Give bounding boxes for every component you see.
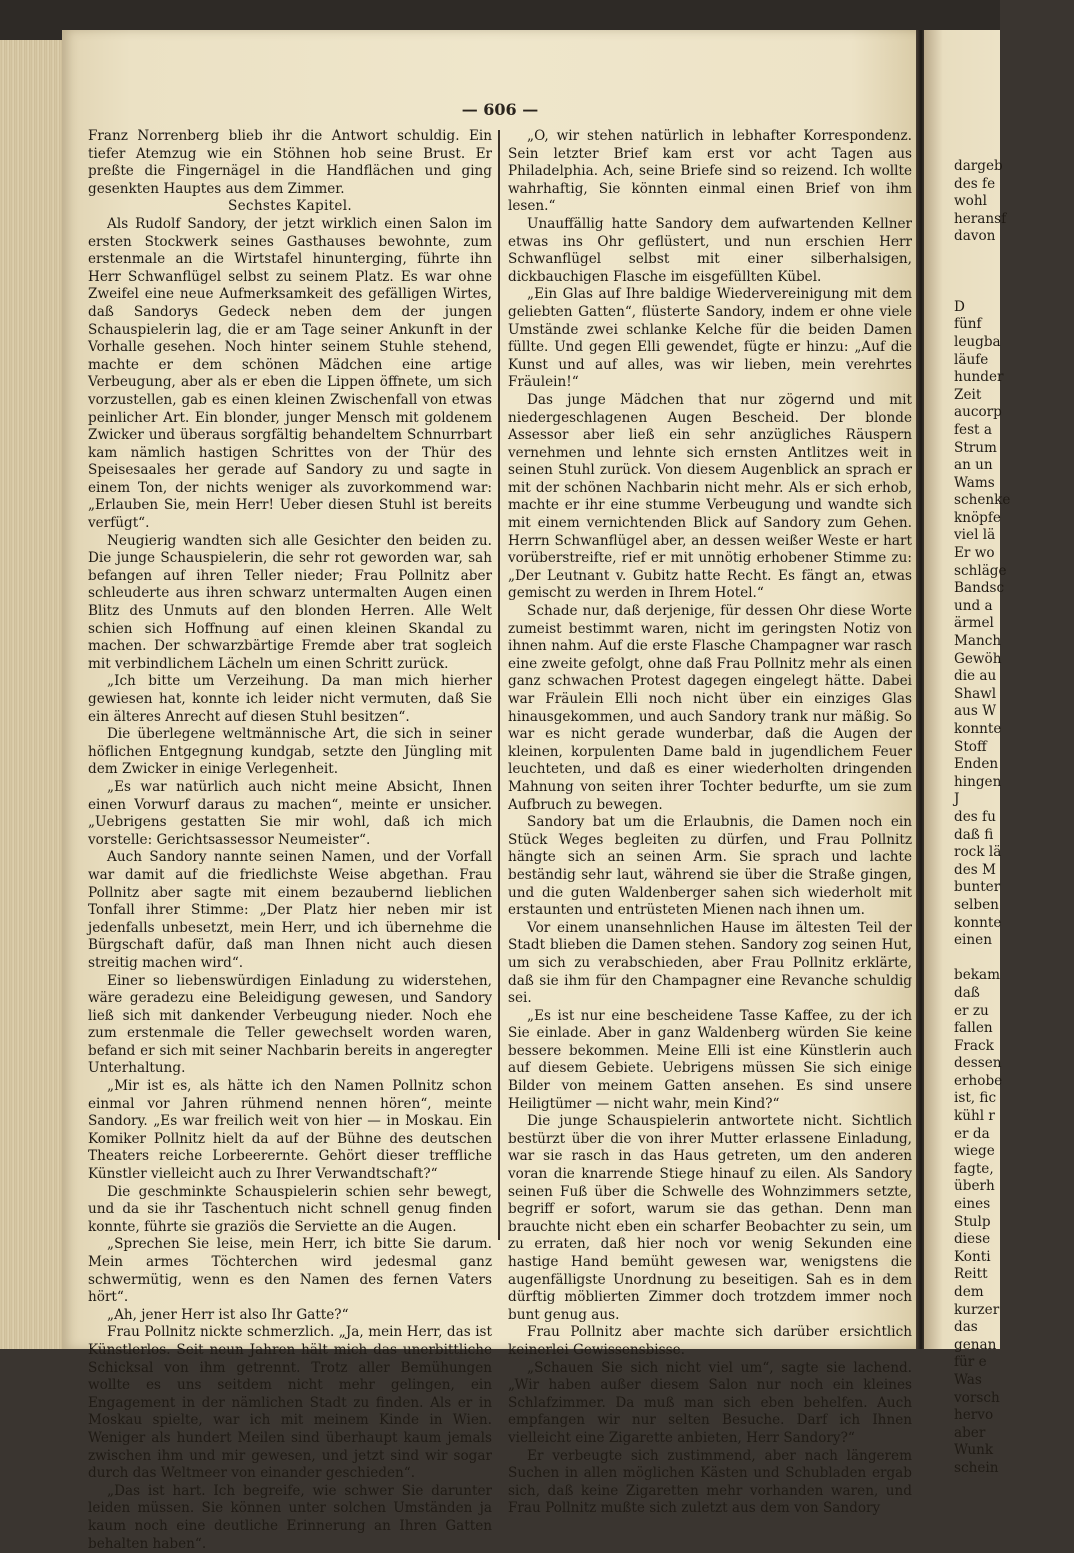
next-page-line [954, 264, 1074, 282]
next-page-line [954, 950, 1074, 968]
next-page-line: kühl r [954, 1108, 995, 1125]
paragraph: Unauffällig hatte Sandory dem aufwartenden Kellner etwas ins Ohr geflüstert, und nun erschien Herr Schwanflügel selbst mit einer silberhalsigen, dickbauchigen Flasche im eisgefüllten Kübel. [508, 215, 912, 285]
next-page-line: Enden [954, 756, 999, 773]
right-text-column [508, 128, 912, 1517]
next-page-line: bunter [954, 879, 1001, 896]
paragraph: Sandory bat um die Erlaubnis, die Damen noch ein Stück Weges begleiten zu dürfen, und Frau Pollnitz hängte sich an seinen Arm. Sie sprach und lachte beständig sehr laut, während sie über die Straße gingen, und die guten Waldenberger sahen sich wiederholt mit erstaunten und entrüsteten Mienen nach ihnen um. [508, 814, 912, 919]
next-page-line: aber [954, 1424, 986, 1441]
next-page-line: aucorp [954, 404, 1002, 421]
next-page-line: einen [954, 932, 992, 949]
next-page-line: D [954, 298, 965, 315]
paragraph: Neugierig wandten sich alle Gesichter den beiden zu. Die junge Schauspielerin, die sehr rot geworden war, sah befangen auf ihren Teller nieder; Frau Pollnitz aber schleuderte aus ihren schwarz untermalten Augen einen Blitz des Unmuts auf den blonden Herren. Alle Welt schien sich Hoffnung auf einen kleinen Skandal zu machen. Der schwarzbärtige Fremde aber trat sogleich mit verbindlichem Lächeln um einen Schritt zurück. [88, 532, 492, 672]
next-page-line: konnte [954, 721, 1002, 737]
next-page-line: Stulp [954, 1213, 991, 1230]
paragraph: „Ein Glas auf Ihre baldige Wiedervereinigung mit dem geliebten Gatten“, flüsterte Sandory, indem er ohne viele Umstände zwei schlanke Kelche für die beiden Damen füllte. Und gegen Elli gewendet, fügte er hinzu: „Auf die Kunst und auf alles, was wir lieben, mein verehrtes Fräulein!“ [508, 286, 912, 391]
next-page-text [954, 158, 1074, 1478]
next-page-line: eines [954, 1196, 991, 1213]
paragraph: „Mir ist es, als hätte ich den Namen Pollnitz schon einmal vor Jahren rühmend nennen hören“, meinte Sandory. „Es war freilich weit von hier — in Moskau. Ein Komiker Pollnitz hielt da auf der Bühne des deutschen Theaters reiche Lorbeerernte. Gehört dieser treffliche Künstler vielleicht auch zu Ihrer Verwandtschaft?“ [88, 1078, 492, 1183]
paragraph: Franz Norrenberg blieb ihr die Antwort schuldig. Ein tiefer Atemzug wie ein Stöhnen hob seine Brust. Er preßte die Fingernägel in die Handflächen und ging gesenkten Hauptes aus dem Zimmer. [88, 128, 492, 197]
paragraph: „Das ist hart. Ich begreife, wie schwer Sie darunter leiden müssen. Sie können unter solchen Umständen ja kaum noch eine deutliche Erinnerung an Ihren Gatten behalten haben“. [88, 1482, 492, 1552]
paragraph: „Es ist nur eine bescheidene Tasse Kaffee, zu der ich Sie einlade. Aber in ganz Waldenberg würden Sie keine bessere bekommen. Meine Elli ist eine Künstlerin auch auf diesem Gebiete. Uebrigens müssen Sie sich einige Bilder von meinem Gatten ansehen. Es sind unsere Heiligtümer — nicht wahr, mein Kind?“ [508, 1007, 912, 1112]
next-page-line: daß [954, 984, 980, 1001]
next-page-line: hingen [954, 773, 1002, 790]
paragraph: Auch Sandory nannte seinen Namen, und der Vorfall war damit auf die friedlichste Weise abgethan. Frau Pollnitz aber sagte mit einem bezaubernd lieblichen Tonfall ihrer Stimme: „Der Platz hier neben mir ist jedenfalls unbesetzt, mein Herr, und ich übernehme die Bürgschaft dafür, daß man Ihnen nicht auch diesen streitig machen wird“. [88, 849, 492, 971]
next-page-line: viel lä [954, 527, 996, 544]
paragraph: „Ich bitte um Verzeihung. Da man mich hierher gewiesen hat, konnte ich leider nicht vermuten, daß Sie ein älteres Anrecht auf diesen Stuhl besitzen“. [88, 673, 492, 725]
paragraph: „Sprechen Sie leise, mein Herr, ich bitte Sie darum. Mein armes Töchterchen wird jedesmal ganz schwermütig, wenn es den Namen des fernen Vaters hört“. [88, 1236, 492, 1306]
column-divider [498, 130, 500, 1240]
next-page-line: schenke [954, 492, 1011, 509]
next-page-line: rock lä [954, 844, 1002, 861]
paragraph: Die junge Schauspielerin antwortete nicht. Sichtlich bestürzt über die von ihrer Mutter erlassene Einladung, war sie rasch in das Haus getreten, um den anderen voran die knarrende Stiege hinauf zu eilen. Als Sandory seinen Fuß über die Schwelle des Wohnzimmers setzte, begriff er sofort, warum sie das gethan. Denn man brauchte nicht eben ein scharfer Beobachter zu sein, um zu erraten, daß hier noch vor wenig Sekunden eine hastige Hand bemüht gewesen war, wenigstens die augenfälligste Unordnung zu beseitigen. Sah es in dem dürftig möblierten Zimmer doch trotzdem immer noch bunt genug aus. [508, 1113, 912, 1323]
paragraph: Als Rudolf Sandory, der jetzt wirklich einen Salon im ersten Stockwerk seines Gasthauses bewohnte, zum erstenmale an die Wirtstafel hinunterging, führte ihn Herr Schwanflügel selbst zu seinem Platz. Es war ohne Zweifel eine neue Aufmerksamkeit des gefälligen Wirtes, daß Sandorys Gedeck neben dem der jungen Schauspielerin lag, die er am Tage seiner Ankunft in der Vorhalle gesehen. Noch hinter seinem Stuhle stehend, machte er dem schönen Mädchen eine artige Verbeugung, aber als er eben die Lippen öffnete, um sich vorzustellen, gab es einen kleinen Zwischenfall von etwas peinlicher Art. Ein blonder, junger Mensch mit goldenem Zwicker und überaus sorgfältig behandeltem Schnurrbart kam nämlich hastigen Schrittes von der Thür des Speisesaales her gerade auf Sandory zu und sagte in einem Ton, der nichts weniger als zuvorkommend war: „Erlauben Sie, mein Herr! Ueber diesen Stuhl ist bereits verfügt“. [88, 215, 492, 532]
next-page-line: fünf [954, 316, 982, 333]
next-page-line: Was [954, 1371, 982, 1388]
next-page-line: Zeit [954, 386, 982, 403]
next-page-line: Stoff [954, 738, 987, 755]
next-page-line: und a [954, 597, 993, 614]
next-page-line: Bandsc [954, 580, 1005, 597]
next-page-line: fallen [954, 1020, 993, 1037]
next-page-line: Strum [954, 439, 997, 456]
next-page-line: überh [954, 1178, 995, 1195]
paragraph: „Ah, jener Herr ist also Ihr Gatte?“ [107, 1306, 349, 1323]
next-page-line: kurzer [954, 1301, 1000, 1318]
next-page-line: diese [954, 1231, 991, 1248]
next-page-line [954, 246, 1074, 264]
paragraph: „O, wir stehen natürlich in lebhafter Korrespondenz. Sein letzter Brief kam erst vor acht Tagen aus Philadelphia. Ach, seine Briefe sind so reizend. Ich wollte wahrhaftig, Sie könnten einmal einen Brief von ihm lesen.“ [508, 128, 912, 215]
paragraph: „Schauen Sie sich nicht viel um“, sagte sie lachend. „Wir haben außer diesem Salon nur noch ein kleines Schlafzimmer. Da muß man sich eben behelfen. Auch empfangen wir nur selten Besuche. Darf ich Ihnen vielleicht eine Zigarette anbieten, Herr Sandory?“ [508, 1359, 912, 1446]
paragraph: Die geschminkte Schauspielerin schien sehr bewegt, und da sie ihr Taschentuch nicht schnell genug finden konnte, führte sie graziös die Serviette an die Augen. [88, 1183, 492, 1235]
next-page-line: für e [954, 1354, 987, 1371]
paragraph: Vor einem unansehnlichen Hause im ältesten Teil der Stadt blieben die Damen stehen. Sandory zog seinen Hut, um sich zu verabschieden, aber Frau Pollnitz erklärte, daß sie ihm für den Champagner eine Revanche schuldig sei. [508, 919, 912, 1007]
next-page-line: konnte [954, 914, 1002, 931]
next-page-line: Gewöh [954, 650, 1002, 667]
next-page-line: er zu [954, 1002, 989, 1019]
next-page-line: an un [954, 457, 993, 474]
next-page-line: läufe [954, 351, 989, 368]
right-page-fragment [924, 30, 1011, 1476]
next-page-line: knöpfe [954, 509, 1001, 526]
next-page-line: das [954, 1319, 978, 1336]
paragraph: Die überlegene weltmännische Art, die sich in seiner höflichen Entgegnung kundgab, setzte den Jüngling mit dem Zwicker in einige Verlegenheit. [88, 726, 492, 778]
paragraph: „Es war natürlich auch nicht meine Absicht, Ihnen einen Vorwurf daraus zu machen“, meinte er unsicher. „Uebrigens gestatten Sie mir wohl, daß ich mich vorstelle: Gerichtsassessor Neumeister“. [88, 778, 492, 848]
next-page-line: wohl [954, 193, 987, 210]
next-page-line: Reitt [954, 1266, 988, 1283]
next-page-line: leugba [954, 333, 1001, 350]
next-page-line: des fu [954, 808, 996, 825]
next-page-line: davon [954, 228, 996, 245]
paragraph: Einer so liebenswürdigen Einladung zu widerstehen, wäre geradezu eine Beleidigung gewesen, und Sandory ließ sich mit dankender Verbeugung nieder. Noch ehe zum erstenmale die Teller gewechselt worden waren, befand er sich mit seiner Nachbarin bereits in angeregter Unterhaltung. [88, 972, 492, 1077]
next-page-line: fest a [954, 421, 992, 438]
next-page-line: Er wo [954, 545, 995, 562]
next-page-line: er da [954, 1125, 990, 1142]
next-page-line: schein [954, 1459, 999, 1476]
next-page-line: wiege [954, 1143, 995, 1160]
next-page-line: fagte, [954, 1160, 994, 1177]
page-edge-stack [0, 40, 71, 1349]
next-page-line: Shawl [954, 685, 997, 702]
next-page-line: heransf [954, 210, 1007, 227]
next-page-line: vorsch [954, 1389, 1000, 1406]
paragraph: Er verbeugte sich zustimmend, aber nach längerem Suchen in allen möglichen Kästen und Schubladen ergab sich, daß keine Zigaretten mehr vorhanden waren, und Frau Pollnitz mußte sich zuletzt aus dem von Sandory [508, 1447, 912, 1517]
next-page-line: dessen [954, 1055, 1002, 1072]
next-page-line: die au [954, 668, 997, 685]
next-page-line: des M [954, 861, 996, 878]
next-page-line: dem [954, 1284, 984, 1300]
next-page-line: hervo [954, 1407, 994, 1424]
next-page-line: des fe [954, 175, 996, 192]
next-page-line: Wams [954, 474, 995, 491]
next-page-line: Manch [954, 633, 1002, 650]
next-page-line: Wunk [954, 1442, 994, 1459]
next-page-line: genan [954, 1336, 997, 1353]
next-page-line: schläge [954, 562, 1007, 579]
next-page-line [954, 281, 1074, 299]
paragraph: Frau Pollnitz nickte schmerzlich. „Ja, mein Herr, das ist Künstlerlos. Seit neun Jahren hält mich das unerbittliche Schicksal von ihm getrennt. Trotz aller Bemühungen wollte es uns seitdem nicht mehr gelingen, ein Engagement in der nämlichen Stadt zu finden. Als er in Moskau spielte, war ich mit meinem Kinde in Wien. Weniger als hundert Meilen sind überhaupt kaum jemals zwischen ihm und mir gewesen, und jetzt sind wir sogar durch das Weltmeer von einander geschieden“. [88, 1324, 492, 1482]
next-page-line: ist, fic [954, 1090, 997, 1107]
next-page-line: aus W [954, 703, 997, 720]
paragraph: Frau Pollnitz aber machte sich darüber ersichtlich keinerlei Gewissensbisse. [508, 1324, 912, 1358]
next-page-line: daß fi [954, 826, 994, 843]
chapter-heading: Sechstes Kapitel. [227, 198, 353, 215]
next-page-line: J [954, 791, 960, 808]
next-page-line: dargeb [954, 158, 1003, 174]
left-text-column [88, 128, 492, 1552]
next-page-line: Frack [954, 1037, 994, 1054]
next-page-line: ärmel [954, 615, 994, 632]
next-page-line: selben [954, 896, 999, 913]
next-page-line: erhobe [954, 1072, 1003, 1089]
paragraph: Das junge Mädchen that nur zögernd und mit niedergeschlagenen Augen Bescheid. Der blonde Assessor aber ließ ein sehr anzügliches Räuspern vernehmen und lehnte sich ernsten Antlitzes weit in seinen Stuhl zurück. Von diesem Augenblick an sprach er mit der schönen Nachbarin nicht mehr. Als er sich erhob, machte er ihr eine stumme Verbeugung und wandte sich mit einem vernichtenden Blick auf Sandory zum Gehen. Herrn Schwanflügel aber, an dessen weißer Weste er hart vorüberstreifte, rief er mit unnötig erhobener Stimme zu: „Der Leutnant v. Gubitz hatte Recht. Es fängt an, etwas gemischt zu werden in Ihrem Hotel.“ [508, 391, 912, 602]
next-page-line: hunder [954, 369, 1004, 386]
next-page-line: Konti [954, 1248, 991, 1265]
paragraph: Schade nur, daß derjenige, für dessen Ohr diese Worte zumeist bestimmt waren, nicht im geringsten Notiz von ihnen nahm. Auf die erste Flasche Champagner war rasch eine zweite gefolgt, ohne daß Frau Pollnitz mehr als einen ganz schwachen Protest dagegen eingelegt hätte. Dabei war Fräulein Elli noch nicht über ein einziges Glas hinausgekommen, und auch Sandory trank nur mäßig. So war es nicht gerade wunderbar, daß die Augen der kleinen, korpulenten Dame bald in jugendlichem Feuer leuchteten, und daß es einer wiederholten dringenden Mahnung von seiten ihrer Tochter bedurfte, um sie zum Aufbruch zu bewegen. [508, 603, 912, 813]
next-page-line: bekam [954, 967, 1000, 984]
page-number: — 606 — [461, 100, 539, 119]
